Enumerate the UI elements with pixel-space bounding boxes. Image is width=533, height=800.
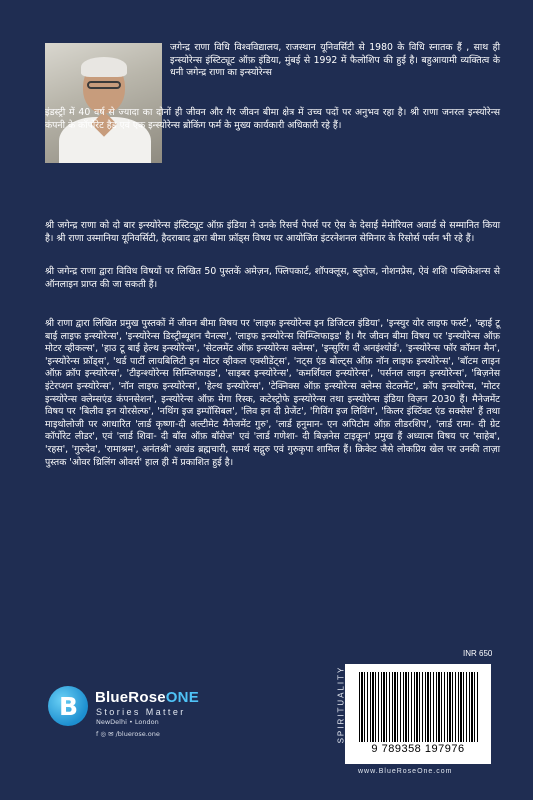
author-bio-intro: जगेन्द्र राणा विधि विश्वविद्यालय, राजस्थान यूनिवर्सिटी से 1980 के विधि स्नातक हैं , साथ ही इन्स्योरेन्स इंस्टिट्यूट ऑफ़ इंडिया, मुंबई से 1992 में फैलोशिप की हुई है। बहुआयामी व्यक्तित्व के धनी जगेन्द्र राणा का इन्स्योरेन्स [170,42,500,79]
author-book-list-paragraph: श्री राणा द्वारा लिखित प्रमुख पुस्तकों में जीवन बीमा विषय पर 'लाइफ इन्स्योरेन्स इन डिजिटल इंडिया', 'इन्स्युर योर लाइफ फर्स्ट', 'व्हाई टू बाई लाइफ इन्स्योरेन्स', 'इन्स्योरेन्स डिस्ट्रीब्यूशन चैनल्स', 'लाइफ इन्स्योरेन्स सिम्प्लिफाइड' है। गैर जीवन बीमा विषय पर 'इन्स्योरेन्स ऑफ़ मोटर व्हीकल्स', 'हाउ टू बाई हेल्थ इन्स्योरेन्स', 'सेटलमेंट ऑफ़ इन्स्योरेन्स क्लेम्स', 'इन्सुरिंग दी अनइंश्योर्ड', 'इन्स्योरेन्स फॉर कॉमन मैन', 'इन्स्योरेन्स फ्रॉड्स', 'थर्ड पार्टी लायबिलिटी इन मोटर व्हीकल एक्सीडेंट्स', 'नट्स एंड बोल्ट्स ऑफ़ नॉन लाइफ इन्स्योरेन्स', 'बॉटम लाइन ऑफ़ क्रॉप इन्स्योरेन्स', 'टीइन्श्योरेन्स सिम्प्लिफाइड', 'साइबर इन्स्योरेन्स', 'कमर्शियल इन्स्योरेन्स', 'पर्सनल लाइन इन्स्योरेन्स', 'बिज़नेस इंटेरप्शन इन्स्योरेन्स', 'नॉन लाइफ इन्स्योरेन्स', 'हेल्थ इन्स्योरेन्स', 'टेक्निक्स ऑफ़ इन्स्योरेन्स क्लेम्स सेटलमेंट', क्रॉप इन्स्योरेन्स, 'मोटर इन्स्योरेन्स क्लेम्सएंड कंपनसेशन', इन्स्योरेन्स ऑफ़ मेगा रिस्क, कटेस्ट्रोफे इन्स्योरेन्स तथा इन्स्योरेन्स इंडिया विज़न 2030 हैं। मैनेजमेंट विषय पर 'बिलीव इन योरसेल्फ', 'नथिंग इज इम्पॉसिबल', 'लिव इन दी प्रेजेंट', 'गिविंग इज लिविंग', 'किलर इंस्टिंक्ट एंड सक्सेस' हैं तथा माइथोलोजी पर आधारित 'लार्ड कृष्णा-दी अल्टीमेट मैनेजमेंट गुरु', 'लार्ड हनुमान- एन अपिटोम ऑफ़ लीडरशिप', 'लार्ड रामा- दी ग्रेट कॉर्पोरेट लीडर', एवं 'लार्ड शिवा- दी बॉस ऑफ़ बॉसेज' एवं 'लार्ड गणेशा- दी बिज़नेस टाइकून' प्रमुख हैं अध्यात्म विषय पर 'साहेब', 'रहस', 'गुरुदेव', 'रामाश्रम', अनंतश्री' अखंड ब्रह्मचारी, समर्थ सद्गुरु एवं गुरुकृपा शामिल हैं। क्रिकेट जैसे लोकप्रिय खेल पर उनकी ताज़ा पुस्तक 'ओवर थ्रिलिंग ओवर्स' हाल ही में प्रकाशित हुई है। [45,318,500,468]
publisher-website: www.BlueRoseOne.com [358,768,453,775]
isbn-barcode [345,664,491,764]
publisher-cities: NewDelhi • London [96,718,159,726]
genre-label [332,652,346,762]
author-awards-paragraph: श्री जगेन्द्र राणा को दो बार इन्स्योरेन्स इंस्टिट्यूट ऑफ़ इंडिया ने उनके रिसर्च पेपर्स पर ऐस के देसाई मेमोरियल अवार्ड से सम्मानित किया है। श्री राणा उस्मानिया यूनिवर्सिटी, हैदराबाद द्वारा बीमा फ्रॉड्स विषय पर आयोजित इंटरनेशनल सेमिनार के रिसोर्स पर्सन भी रहे हैं। [45,220,500,244]
publisher-social: f ◎ ✉ /bluerose.one [96,730,160,738]
publisher-name [95,689,199,706]
price-label: INR 650 [463,649,493,658]
author-bio-career: इंडस्ट्री में 40 वर्ष से ज्यादा का दोनों ही जीवन और गैर जीवन बीमा क्षेत्र में उच्च पदों पर अनुभव रहा है। श्री राणा जनरल इन्स्योरेन्स कंपनी के कॉर्पोरेट हैड एवं एक इन्स्योरेन्स ब्रोकिंग फर्म के मुख्य कार्यकारी अधिकारी रहे हैं। [45,107,500,131]
author-books-availability-paragraph: श्री जगेन्द्र राणा द्वारा विविध विषयों पर लिखित 50 पुस्तकें अमेज़न, फ्लिपकार्ट, शॉपक्लूस, ब्लुरोज, नोशनप्रेस, ऐवं शशि पब्लिकेशन्स से ऑनलाइन प्राप्त की जा सकती हैं। [45,266,500,290]
publisher-name-part1: BlueRose [95,689,166,706]
bluerose-logo-icon [48,686,88,726]
author-photo [45,43,162,163]
author-photo-glasses [87,81,121,89]
publisher-name-part2: ONE [165,689,199,706]
logo-letter: B [59,692,79,721]
publisher-tagline: Stories Matter [96,707,186,717]
author-photo-hair [81,57,127,77]
isbn-number: 9 789358 197976 [371,743,465,755]
genre-text: SPIRITUALITY [336,665,346,744]
barcode-bars [359,672,479,742]
